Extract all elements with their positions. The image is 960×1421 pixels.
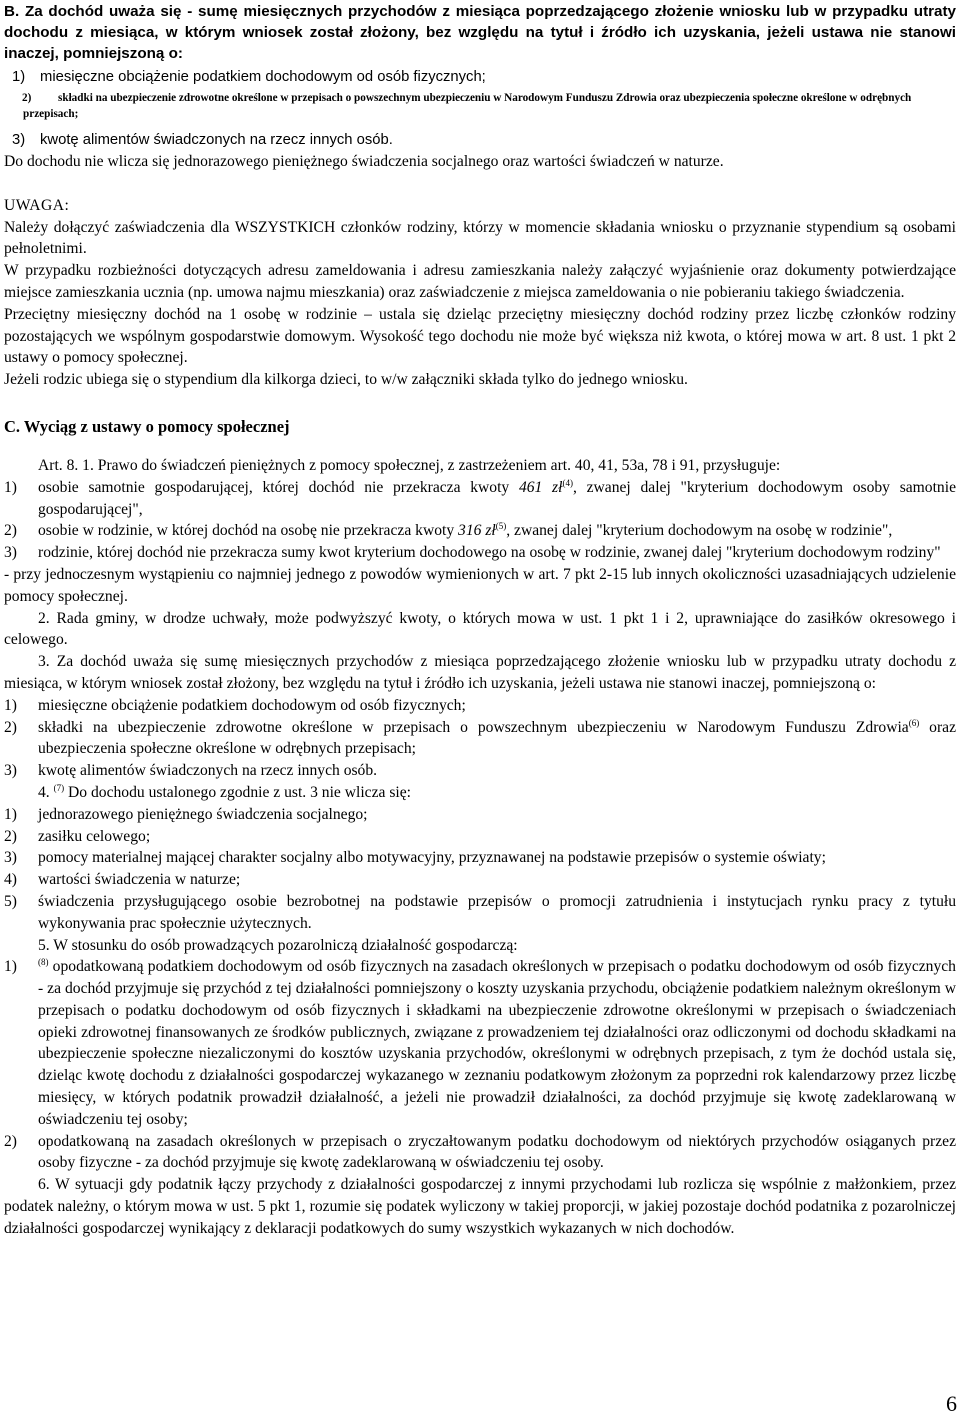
item-text: miesięczne obciążenie podatkiem dochodowym od osób fizycznych; xyxy=(40,69,486,85)
amount: 316 zł xyxy=(458,522,496,540)
art-8-3-paragraph: 3. Za dochód uważa się sumę miesięcznych przychodów z miesiąca poprzedzającego złożenie wniosku lub w przypadku utraty dochodu z miesiąca, w którym wniosek został złożony, bez względu na tytuł i źródło ich uzyskania, jeżeli ustawa nie stanowi inaczej, pomniejszoną o: xyxy=(4,653,956,692)
uwaga-block xyxy=(4,195,956,391)
list-item xyxy=(4,847,956,869)
item-text: świadczenia przysługującego osobie bezrobotnej na podstawie przepisów o promocji zatrudnienia i instytucjach rynku pracy z tytułu wykonywania prac społecznie użytecznych. xyxy=(38,892,956,932)
item-number: 2) xyxy=(22,92,32,104)
list-item xyxy=(4,956,956,1130)
footnote-ref: (7) xyxy=(53,782,65,793)
condition-paragraph: - przy jednoczesnym wystąpieniu co najmniej jednego z powodów wymienionych w art. 7 pkt 2-15 lub innych okoliczności uzasadniających udzielenie pomocy społecznej. xyxy=(4,565,956,605)
document-page xyxy=(4,0,956,1240)
item-text: pomocy materialnej mającej charakter socjalny albo motywacyjny, przyznawanej na podstawie przepisów o systemie oświaty; xyxy=(38,849,826,867)
item-number: 3) xyxy=(4,762,17,780)
list-item xyxy=(4,542,956,564)
uwaga-paragraph: W przypadku rozbieżności dotyczących adresu zameldowania i adresu zamieszkania należy załączyć wyjaśnienie oraz dokumenty potwierdzające miejsce zamieszkania ucznia (np. umowa najmu mieszkania) oraz zaświadczenie z miejsca zameldowania o nie pobieraniu takiego świadczenia. xyxy=(4,262,956,301)
item-text: składki na ubezpieczenie zdrowotne określone w przepisach o powszechnym ubezpieczeniu w Narodowym Funduszu Zdrowia oraz ubezpieczenia społeczne określone w odrębnych przepisach; xyxy=(23,92,912,120)
item-text: kwotę alimentów świadczonych na rzecz innych osób. xyxy=(38,762,378,780)
item-text xyxy=(38,717,956,761)
item-text xyxy=(38,477,956,521)
item-text: zasiłku celowego; xyxy=(38,827,151,845)
item-text: jednorazowego pieniężnego świadczenia socjalnego; xyxy=(38,805,368,823)
item-text-part: , zwanej dalej "kryterium dochodowym na osobę w rodzinie", xyxy=(506,522,893,540)
paragraph-number: 4. xyxy=(38,783,50,801)
art-8-5-paragraph: 5. W stosunku do osób prowadzących pozarolniczą działalność gospodarczą: xyxy=(38,936,518,954)
paragraph-text: Do dochodu ustalonego zgodnie z ust. 3 nie wlicza się: xyxy=(68,783,411,801)
uwaga-heading: UWAGA: xyxy=(4,196,70,214)
footnote-ref: (4) xyxy=(562,477,573,488)
list-item xyxy=(4,66,956,88)
list-item xyxy=(4,477,956,521)
item-number: 4) xyxy=(4,871,17,889)
art-8-heading: Art. 8. 1. Prawo do świadczeń pieniężnych z pomocy społecznej, z zastrzeżeniem art. 40, 41, 53a, 78 i 91, przysługuje: xyxy=(38,456,781,474)
list-item xyxy=(4,90,956,122)
uwaga-paragraph: Przeciętny miesięczny dochód na 1 osobę w rodzinie – ustala się dzieląc przeciętny miesięczny dochód rodziny przez liczbę członków rodziny pozostających we wspólnym gospodarstwie domowym. Wysokość tego dochodu nie może być większa niż kwota, o której mowa w art. 8 ust. 1 pkt 2 ustawy o pomocy społecznej. xyxy=(4,305,956,367)
item-text: rodzinie, której dochód nie przekracza sumy kwot kryterium dochodowego na osobę w rodzinie, zwanej dalej "kryterium dochodowym rodziny" xyxy=(38,544,941,562)
list-item xyxy=(4,1131,956,1175)
footnote-ref: (5) xyxy=(495,521,507,532)
item-number: 2) xyxy=(4,1132,17,1150)
page-number: 6 xyxy=(946,1391,957,1416)
item-text: miesięczne obciążenie podatkiem dochodowym od osób fizycznych; xyxy=(38,696,466,714)
item-number: 1) xyxy=(4,805,17,823)
item-text: kwotę alimentów świadczonych na rzecz innych osób. xyxy=(40,132,393,148)
item-number: 1) xyxy=(12,69,26,85)
item-text xyxy=(38,956,956,1130)
section-c-body xyxy=(4,455,956,1240)
item-text: wartości świadczenia w naturze; xyxy=(38,871,241,889)
item-text-part: oraz ubezpieczenia społeczne określone w odrębnych przepisach; xyxy=(38,718,957,758)
item-number: 1) xyxy=(4,696,17,714)
item-text-part: opodatkowaną podatkiem dochodowym od osób fizycznych na zasadach określonych w przepisach o podatku dochodowym od osób fizycznych - za dochód przyjmuje się przychód z tej działalności pomniejszony o koszty uzyskania przychodu, obciążenie podatkiem należnym określonym w przepisach o podatku dochodowym od osób fizycznych i składkami na ubezpieczenie zdrowotne określonymi w przepisach o świadczeniach opieki zdrowotnej finansowanych ze środków publicznych, związane z prowadzeniem tej działalności oraz odliczonymi od dochodu składkami na ubezpieczenie społeczne niezaliczonymi do kosztów uzyskania przychodów, określonymi w odrębnych przepisach, z tym że dochód ustala się, dzieląc kwotę dochodu z działalności gospodarczej wykazanego w zeznaniu podatkowym złożonym za poprzedni rok kalendarzowy przez liczbę miesięcy, w których podatnik prowadził działalność, a jeżeli nie prowadził działalności, za dochód przyjmuje się kwotę zadeklarowaną w oświadczeniu tej osoby; xyxy=(38,958,956,1128)
list-item xyxy=(4,891,956,935)
list-item xyxy=(4,760,956,782)
uwaga-paragraph: Jeżeli rodzic ubiega się o stypendium dla kilkorga dzieci, to w/w załączniki składa tylko do jednego wniosku. xyxy=(4,371,688,389)
item-number: 1) xyxy=(4,958,17,976)
amount: 461 zł xyxy=(518,478,563,496)
list-item xyxy=(4,826,956,848)
art-8-6-paragraph: 6. W sytuacji gdy podatnik łączy przychody z działalności gospodarczej z innymi przychodami lub rozlicza się wspólnie z małżonkiem, przez podatek należny, o którym mowa w ust. 5 pkt 1, rozumie się podatek wyliczony w takiej proporcji, w jakiej pozostaje dochód podatnika z pozarolniczej działalności gospodarczej wynikający z deklaracji podatkowych do sumy wszystkich wykazanych w nich dochodów. xyxy=(4,1176,956,1237)
item-number: 3) xyxy=(4,849,17,867)
item-number: 3) xyxy=(4,544,17,562)
section-b-lead: B. Za dochód uważa się - sumę miesięcznych przychodów z miesiąca poprzedzającego złożenie wniosku lub w przypadku utraty dochodu z miesiąca, w którym wniosek został złożony, bez względu na tytuł i źródło ich uzyskania, jeżeli ustawa nie stanowi inaczej, pomniejszoną o: xyxy=(4,3,956,62)
list-item xyxy=(4,695,956,717)
item-text xyxy=(38,520,956,542)
list-item xyxy=(4,717,956,761)
section-c-heading: C. Wyciąg z ustawy o pomocy społecznej xyxy=(4,416,290,436)
item-number: 3) xyxy=(12,132,26,148)
item-number: 5) xyxy=(4,892,17,910)
uwaga-paragraph: Należy dołączyć zaświadczenia dla WSZYSTKICH członków rodziny, którzy w momencie składania wniosku o przyznanie stypendium są osobami pełnoletnimi. xyxy=(4,218,956,258)
list-item xyxy=(4,804,956,826)
item-text-part: osobie samotnie gospodarującej, której dochód nie przekracza kwoty xyxy=(38,478,519,496)
art-8-4-paragraph xyxy=(4,782,956,804)
footnote-ref: (8) xyxy=(38,957,49,968)
footnote-ref: (6) xyxy=(908,717,920,728)
item-text-part: składki na ubezpieczenie zdrowotne określone w przepisach o powszechnym ubezpieczeniu w Narodowym Funduszu Zdrowia xyxy=(38,718,909,736)
item-text-part: , zwanej dalej "kryterium dochodowym osoby samotnie gospodarującej", xyxy=(38,478,956,518)
item-number: 2) xyxy=(4,827,17,845)
list-item xyxy=(4,129,956,151)
list-item xyxy=(4,520,956,542)
item-number: 2) xyxy=(4,718,17,736)
item-text-part: osobie w rodzinie, w której dochód na osobę nie przekracza kwoty xyxy=(38,522,459,540)
art-8-2-paragraph: 2. Rada gminy, w drodze uchwały, może podwyższyć kwoty, o których mowa w ust. 1 pkt 1 i 2, uprawniające do zasiłków okresowego i celowego. xyxy=(4,609,956,649)
item-number: 1) xyxy=(4,478,17,496)
item-text: opodatkowaną na zasadach określonych w przepisach o zryczałtowanym podatku dochodowym od niektórych przychodów osiąganych przez osoby fizyczne - za dochód przyjmuje się kwotę zadeklarowaną w oświadczeniu tej osoby. xyxy=(38,1132,956,1172)
item-number: 2) xyxy=(4,522,17,540)
income-exclusion-note: Do dochodu nie wlicza się jednorazowego pieniężnego świadczenia socjalnego oraz wartości świadczeń w naturze. xyxy=(4,153,724,170)
list-item xyxy=(4,869,956,891)
